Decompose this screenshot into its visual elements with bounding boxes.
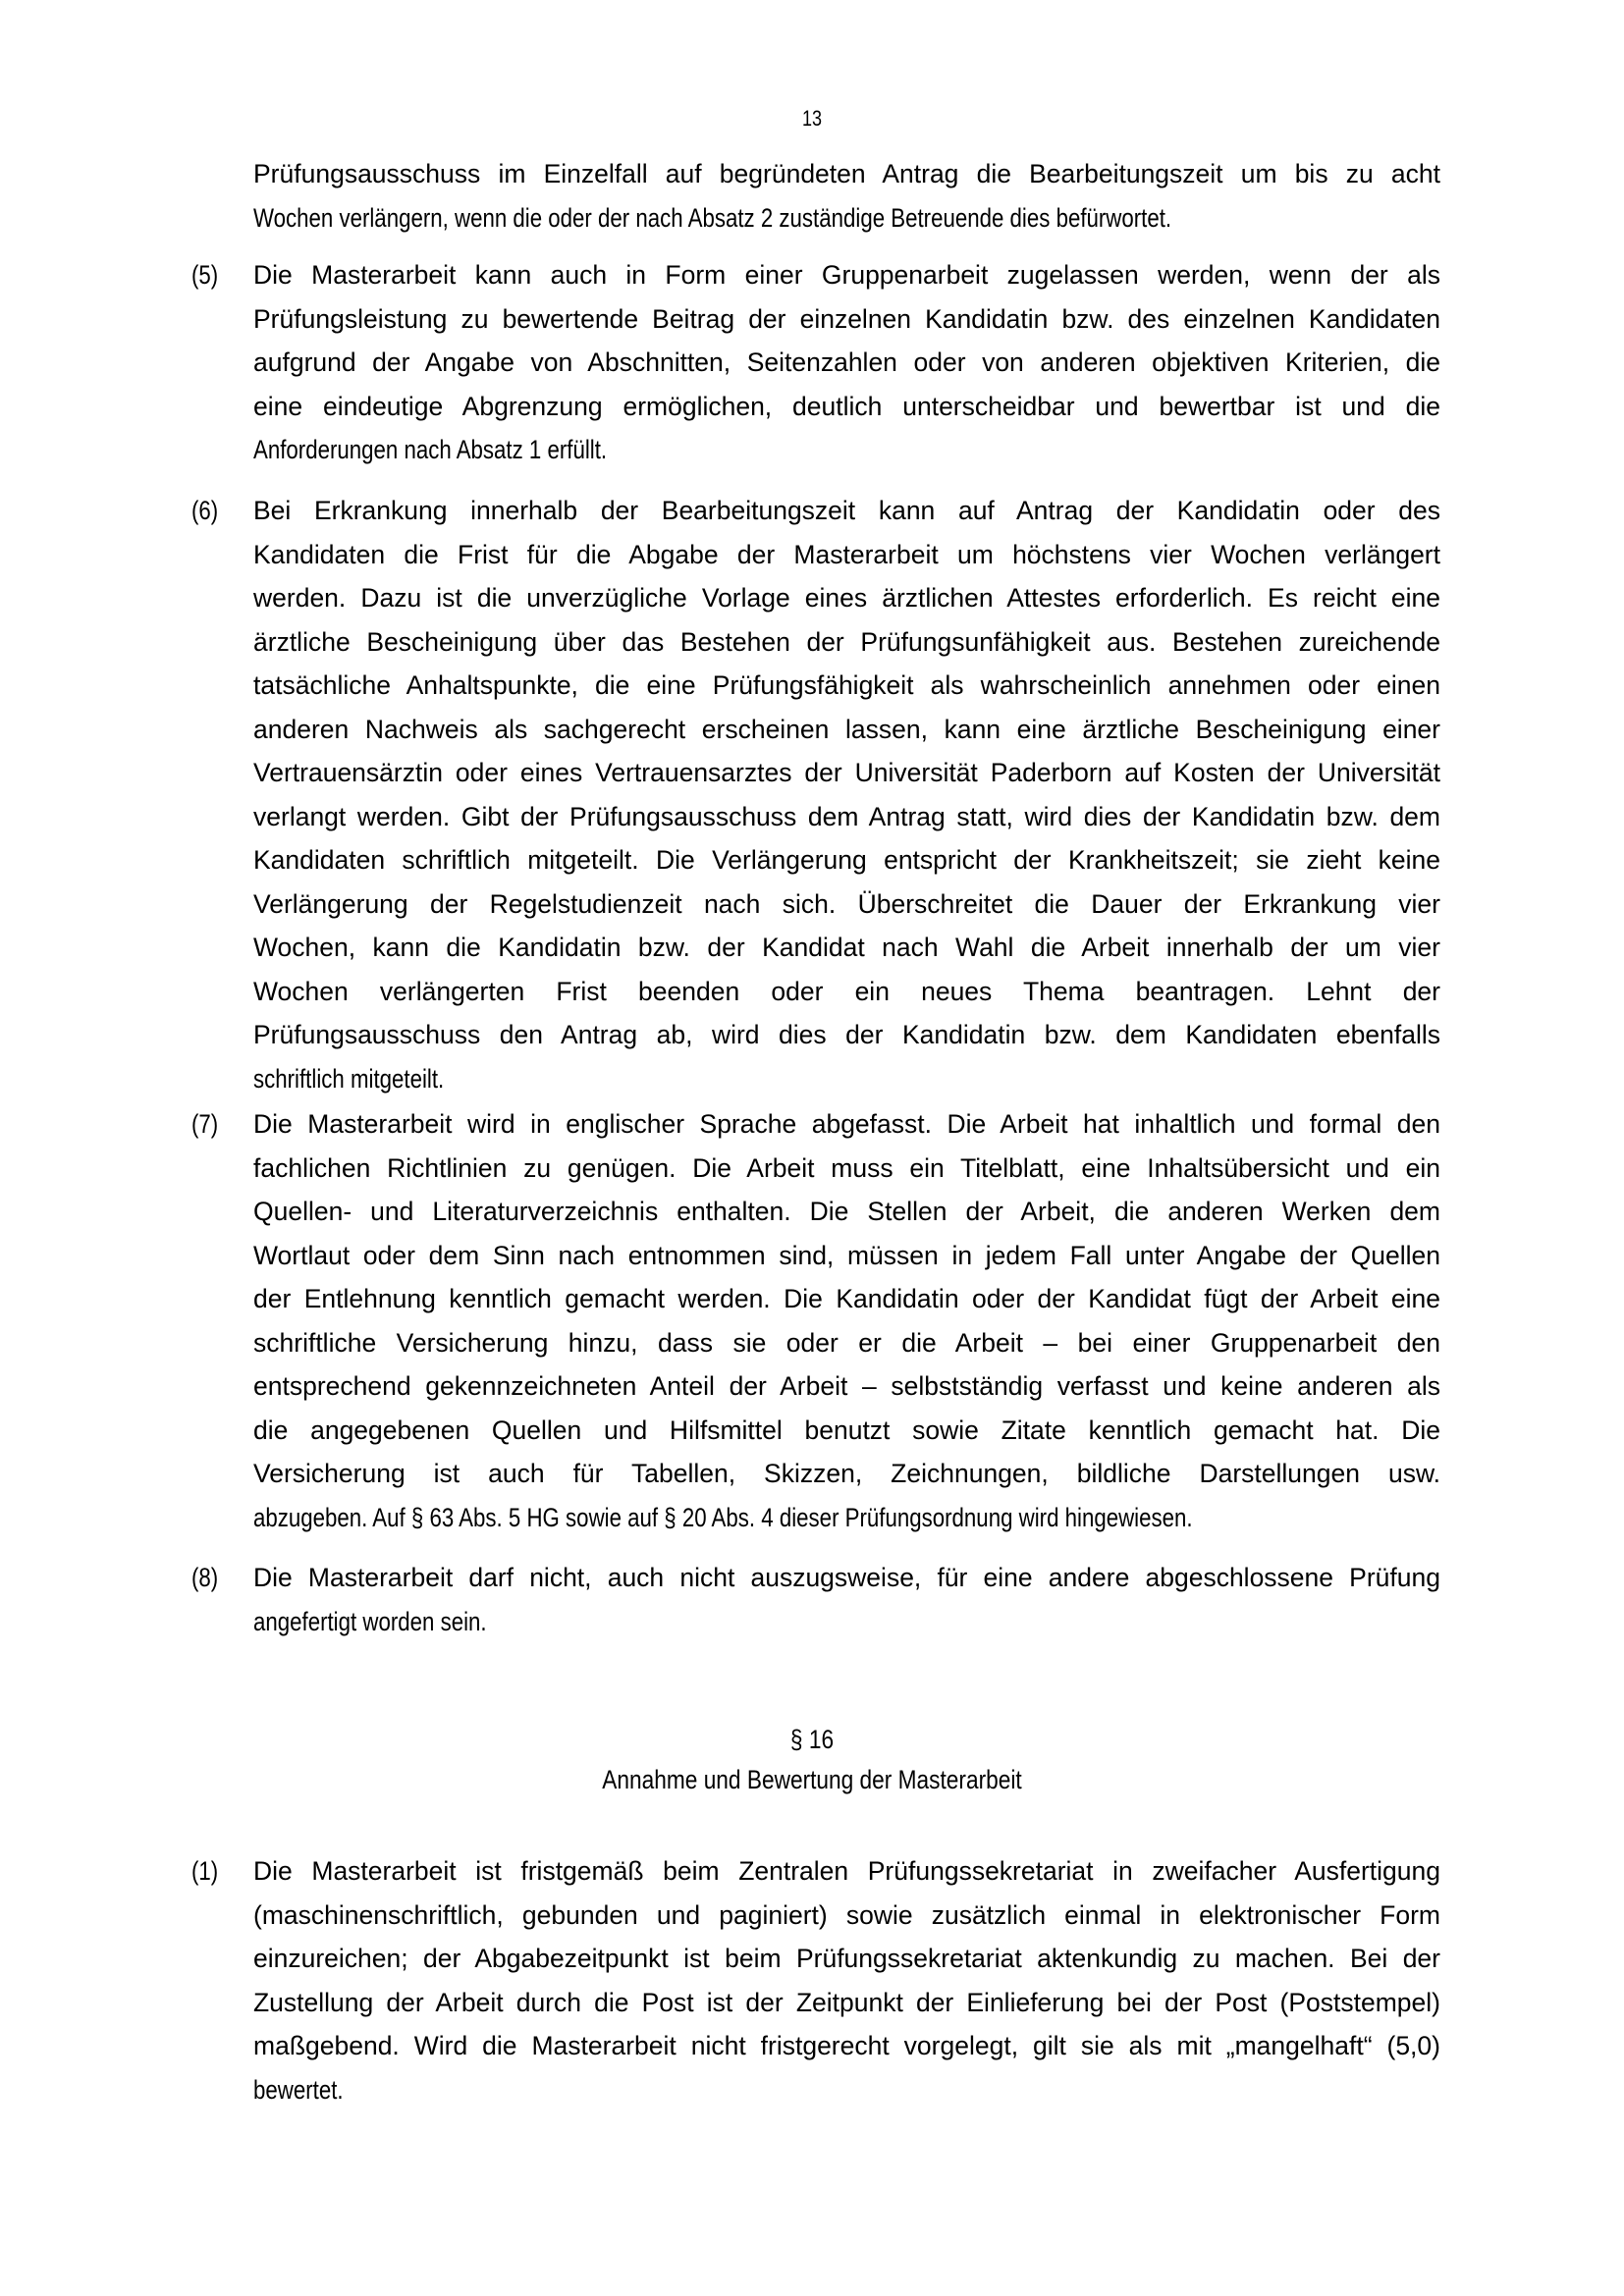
text-line: Prüfungsausschuss den Antrag ab, wird dies der Kandidatin bzw. dem Kandidaten ebenfalls <box>253 1020 1440 1049</box>
paragraph-number: (5) <box>191 260 219 290</box>
text-line: ärztliche Bescheinigung über das Bestehen der Prüfungsunfähigkeit aus. Bestehen zureichende <box>253 626 1440 657</box>
text-line: maßgebend. Wird die Masterarbeit nicht fristgerecht vorgelegt, gilt sie als mit „mangelhaft“ (5,0) <box>253 2031 1440 2060</box>
text-line: (maschinenschriftlich, gebunden und paginiert) sowie zusätzlich einmal in elektronischer Form <box>253 1899 1440 1930</box>
text-line: anderen Nachweis als sachgerecht erscheinen lassen, kann eine ärztliche Bescheinigung einer <box>253 714 1440 744</box>
text-line: Wortlaut oder dem Sinn nach entnommen sind, müssen in jedem Fall unter Angabe der Quellen <box>253 1240 1440 1270</box>
paragraph-number: (7) <box>191 1109 219 1139</box>
paragraph-body <box>253 253 1440 472</box>
text-line: Prüfungsleistung zu bewertende Beitrag der einzelnen Kandidatin bzw. des einzelnen Kandidaten <box>253 303 1440 334</box>
text-line: Wochen, kann die Kandidatin bzw. der Kandidat nach Wahl die Arbeit innerhalb der um vier <box>253 933 1440 962</box>
text-line: Bei Erkrankung innerhalb der Bearbeitungszeit kann auf Antrag der Kandidatin oder des <box>253 496 1440 525</box>
section-title: Annahme und Bewertung der Masterarbeit <box>602 1765 1022 1794</box>
section-number: § 16 <box>789 1725 835 1754</box>
text-line: Wochen verlängerten Frist beenden oder ein neues Thema beantragen. Lehnt der <box>253 976 1440 1006</box>
paragraph-number: (8) <box>191 1563 219 1592</box>
continuation-paragraph <box>191 152 1440 240</box>
page-number: 13 <box>801 106 823 131</box>
text-line: abzugeben. Auf § 63 Abs. 5 HG sowie auf § 20 Abs. 4 dieser Prüfungsordnung wird hingewiesen. <box>253 1502 1193 1532</box>
text-line: Vertrauensärztin oder eines Vertrauensarztes der Universität Paderborn auf Kosten der Universität <box>253 758 1440 787</box>
text-line: Quellen- und Literaturverzeichnis enthalten. Die Stellen der Arbeit, die anderen Werken dem <box>253 1197 1440 1226</box>
text-line: angefertigt worden sein. <box>253 1606 487 1636</box>
text-line: tatsächliche Anhaltspunkte, die eine Prüfungsfähigkeit als wahrscheinlich annehmen oder einen <box>253 670 1440 700</box>
text-line: bewertet. <box>253 2074 344 2105</box>
paragraph-6 <box>191 489 1440 1100</box>
text-line: werden. Dazu ist die unverzügliche Vorlage eines ärztlichen Attestes erforderlich. Es reicht eine <box>253 583 1440 613</box>
text-line: Wochen verlängern, wenn die oder der nach Absatz 2 zuständige Betreuende dies befürwortet. <box>253 202 1172 233</box>
paragraph-7 <box>191 1102 1440 1539</box>
text-line: der Entlehnung kenntlich gemacht werden. Die Kandidatin oder der Kandidat fügt der Arbeit eine <box>253 1284 1440 1313</box>
paragraph-number: (6) <box>191 496 219 525</box>
text-line: Versicherung ist auch für Tabellen, Skizzen, Zeichnungen, bildliche Darstellungen usw. <box>253 1459 1440 1488</box>
text-line: schriftlich mitgeteilt. <box>253 1063 445 1094</box>
text-line: Die Masterarbeit kann auch in Form einer Gruppenarbeit zugelassen werden, wenn der als <box>253 260 1440 290</box>
text-line: Prüfungsausschuss im Einzelfall auf begründeten Antrag die Bearbeitungszeit um bis zu acht <box>253 159 1440 188</box>
text-line: schriftliche Versicherung hinzu, dass sie oder er die Arbeit – bei einer Gruppenarbeit den <box>253 1327 1440 1358</box>
text-line: einzureichen; der Abgabezeitpunkt ist beim Prüfungssekretariat aktenkundig zu machen. Bei der <box>253 1944 1440 1973</box>
text-line: verlangt werden. Gibt der Prüfungsausschuss dem Antrag statt, wird dies der Kandidatin bzw. dem <box>253 801 1440 831</box>
text-line: Die Masterarbeit wird in englischer Sprache abgefasst. Die Arbeit hat inhaltlich und formal den <box>253 1109 1440 1139</box>
paragraph-body <box>253 489 1440 1100</box>
text-line: Anforderungen nach Absatz 1 erfüllt. <box>253 435 608 464</box>
paragraph-number: (1) <box>191 1856 219 1886</box>
text-line: aufgrund der Angabe von Abschnitten, Seitenzahlen oder von anderen objektiven Kriterien, die <box>253 347 1440 377</box>
text-line: Kandidaten die Frist für die Abgabe der Masterarbeit um höchstens vier Wochen verlängert <box>253 539 1440 569</box>
text-line: Zustellung der Arbeit durch die Post ist der Zeitpunkt der Einlieferung bei der Post (Poststempel) <box>253 1987 1440 2017</box>
text-line: Die Masterarbeit darf nicht, auch nicht auszugsweise, für eine andere abgeschlossene Prüfung <box>253 1563 1440 1592</box>
paragraph-5 <box>191 253 1440 472</box>
text-line: die angegebenen Quellen und Hilfsmittel benutzt sowie Zitate kenntlich gemacht hat. Die <box>253 1415 1440 1445</box>
text-line: entsprechend gekennzeichneten Anteil der Arbeit – selbstständig verfasst und keine anderen als <box>253 1371 1440 1401</box>
text-line: Die Masterarbeit ist fristgemäß beim Zentralen Prüfungssekretariat in zweifacher Ausfertigung <box>253 1856 1440 1886</box>
paragraph-body <box>253 1556 1440 1643</box>
text-line: fachlichen Richtlinien zu genügen. Die Arbeit muss ein Titelblatt, eine Inhaltsübersicht und ein <box>253 1152 1440 1183</box>
text-line: eine eindeutige Abgrenzung ermöglichen, deutlich unterscheidbar und bewertbar ist und die <box>253 391 1440 421</box>
section-16-paragraph-1 <box>191 1849 1440 2111</box>
paragraph-8 <box>191 1556 1440 1643</box>
paragraph-body <box>253 1102 1440 1539</box>
text-line: Kandidaten schriftlich mitgeteilt. Die Verlängerung entspricht der Krankheitszeit; sie zieht keine <box>253 845 1440 875</box>
paragraph-body <box>253 1849 1440 2111</box>
text-line: Verlängerung der Regelstudienzeit nach sich. Überschreitet die Dauer der Erkrankung vier <box>253 888 1440 919</box>
